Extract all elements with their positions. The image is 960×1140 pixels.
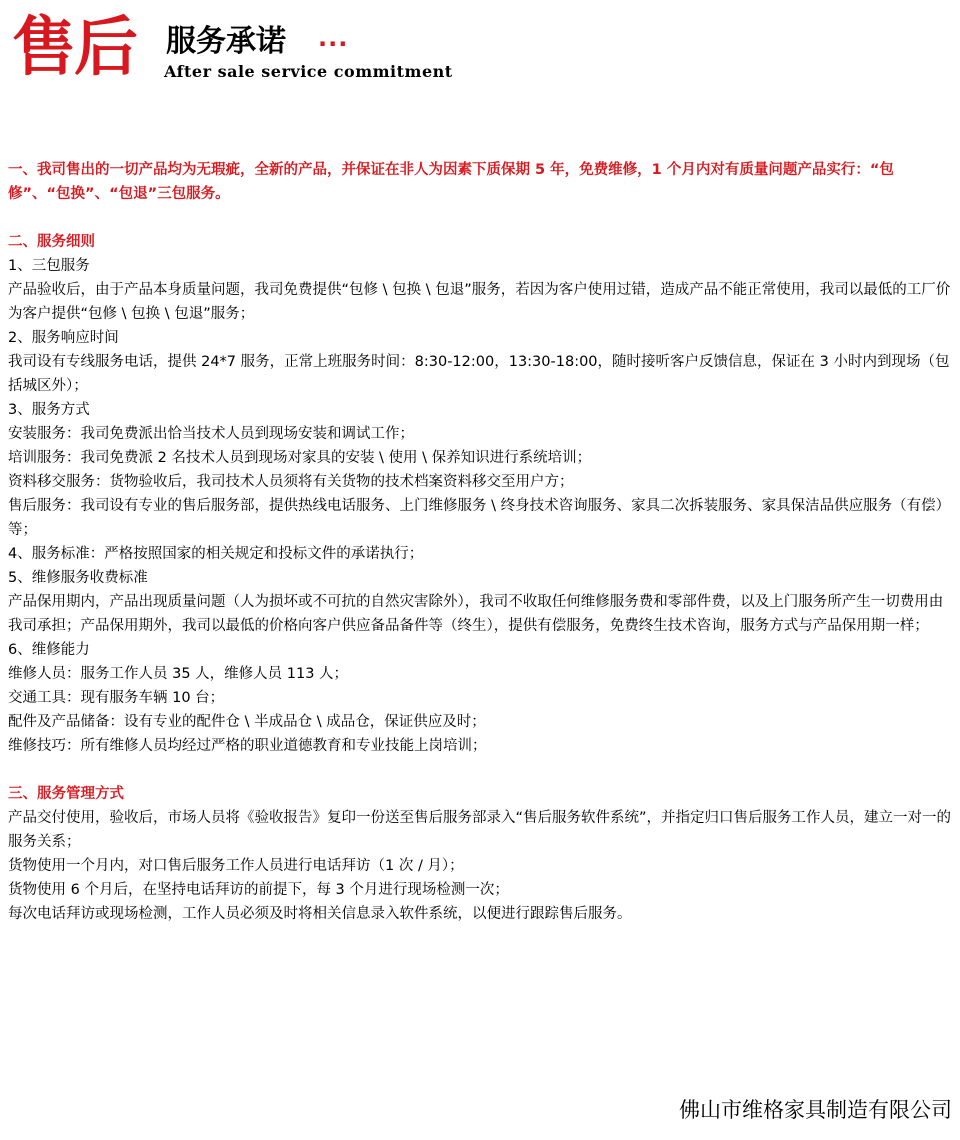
text-line: 安装服务：我司免费派出恰当技术人员到现场安装和调试工作；: [8, 426, 414, 442]
text-line: 产品交付使用，验收后，市场人员将《验收报告》复印一份送至售后服务部录入“售后服务软件系统”，并指定归口售后服务工作人员，建立一对一的服务关系；: [8, 810, 952, 850]
text-line: 产品验收后，由于产品本身质量问题，我司免费提供“包修 \ 包换 \ 包退”服务，若因为客户使用过错，造成产品不能正常使用，我司以最低的工厂价为客户提供“包修 \ 包换 \ 包退”服务；: [8, 282, 951, 322]
text-line: 售后服务：我司设有专业的售后服务部，提供热线电话服务、上门维修服务 \ 终身技术咨询服务、家具二次拆装服务、家具保洁品供应服务（有偿）等；: [8, 498, 951, 538]
text-line: 我司设有专线服务电话，提供 24*7 服务，正常上班服务时间：8:30-12:00，13:30-18:00，随时接听客户反馈信息，保证在 3 小时内到现场（包括城区外）；: [8, 354, 950, 394]
text-line: 3、服务方式: [8, 402, 90, 418]
text-line: 产品保用期内，产品出现质量问题（人为损坏或不可抗的自然灾害除外），我司不收取任何维修服务费和零部件费，以及上门服务所产生一切费用由我司承担；产品保用期外，我司以最低的价格向客户供应备品备件等（终生），提供有偿服务，免费终生技术咨询，服务方式与产品保用期一样；: [8, 594, 944, 634]
section-service-details: [8, 254, 954, 758]
text-line: 1、三包服务: [8, 258, 90, 274]
text-line: 6、维修能力: [8, 642, 90, 658]
section-heading: 三、服务管理方式: [8, 786, 124, 802]
text-line: 4、服务标准：严格按照国家的相关规定和投标文件的承诺执行；: [8, 546, 424, 562]
text-line: 交通工具：现有服务车辆 10 台；: [8, 690, 225, 706]
text-line: 培训服务：我司免费派 2 名技术人员到现场对家具的安装 \ 使用 \ 保养知识进行系统培训；: [8, 450, 592, 466]
company-name: 佛山市维格家具制造有限公司: [679, 1098, 952, 1122]
text-line: 维修人员：服务工作人员 35 人，维修人员 113 人；: [8, 666, 349, 682]
document-body: [8, 158, 954, 926]
subtitle-cn: 服务承诺: [166, 24, 286, 59]
text-line: 货物使用一个月内，对口售后服务工作人员进行电话拜访（1 次 / 月）；: [8, 858, 464, 874]
text-line: 2、服务响应时间: [8, 330, 119, 346]
text-line: 配件及产品储备：设有专业的配件仓 \ 半成品仓 \ 成品仓，保证供应及时；: [8, 714, 486, 730]
text-line: 维修技巧：所有维修人员均经过严格的职业道德教育和专业技能上岗培训；: [8, 738, 487, 754]
section-management: [8, 806, 954, 926]
text-line: 资料移交服务：货物验收后，我司技术人员须将有关货物的技术档案资料移交至用户方；: [8, 474, 574, 490]
page-header: [12, 10, 952, 90]
intro-paragraph: 一、我司售出的一切产品均为无瑕疵，全新的产品，并保证在非人为因素下质保期 5 年，免费维修，1 个月内对有质量问题产品实行：“包修”、“包换”、“包退”三包服务。: [8, 162, 894, 202]
title-cn: 售后: [12, 10, 136, 85]
text-line: 货物使用 6 个月后，在坚持电话拜访的前提下，每 3 个月进行现场检测一次；: [8, 882, 509, 898]
section-heading: 二、服务细则: [8, 234, 95, 250]
text-line: 5、维修服务收费标准: [8, 570, 148, 586]
dots-decoration: ···: [318, 30, 349, 58]
subtitle-en: After sale service commitment: [164, 62, 453, 81]
text-line: 每次电话拜访或现场检测，工作人员必须及时将相关信息录入软件系统，以便进行跟踪售后服务。: [8, 906, 632, 922]
